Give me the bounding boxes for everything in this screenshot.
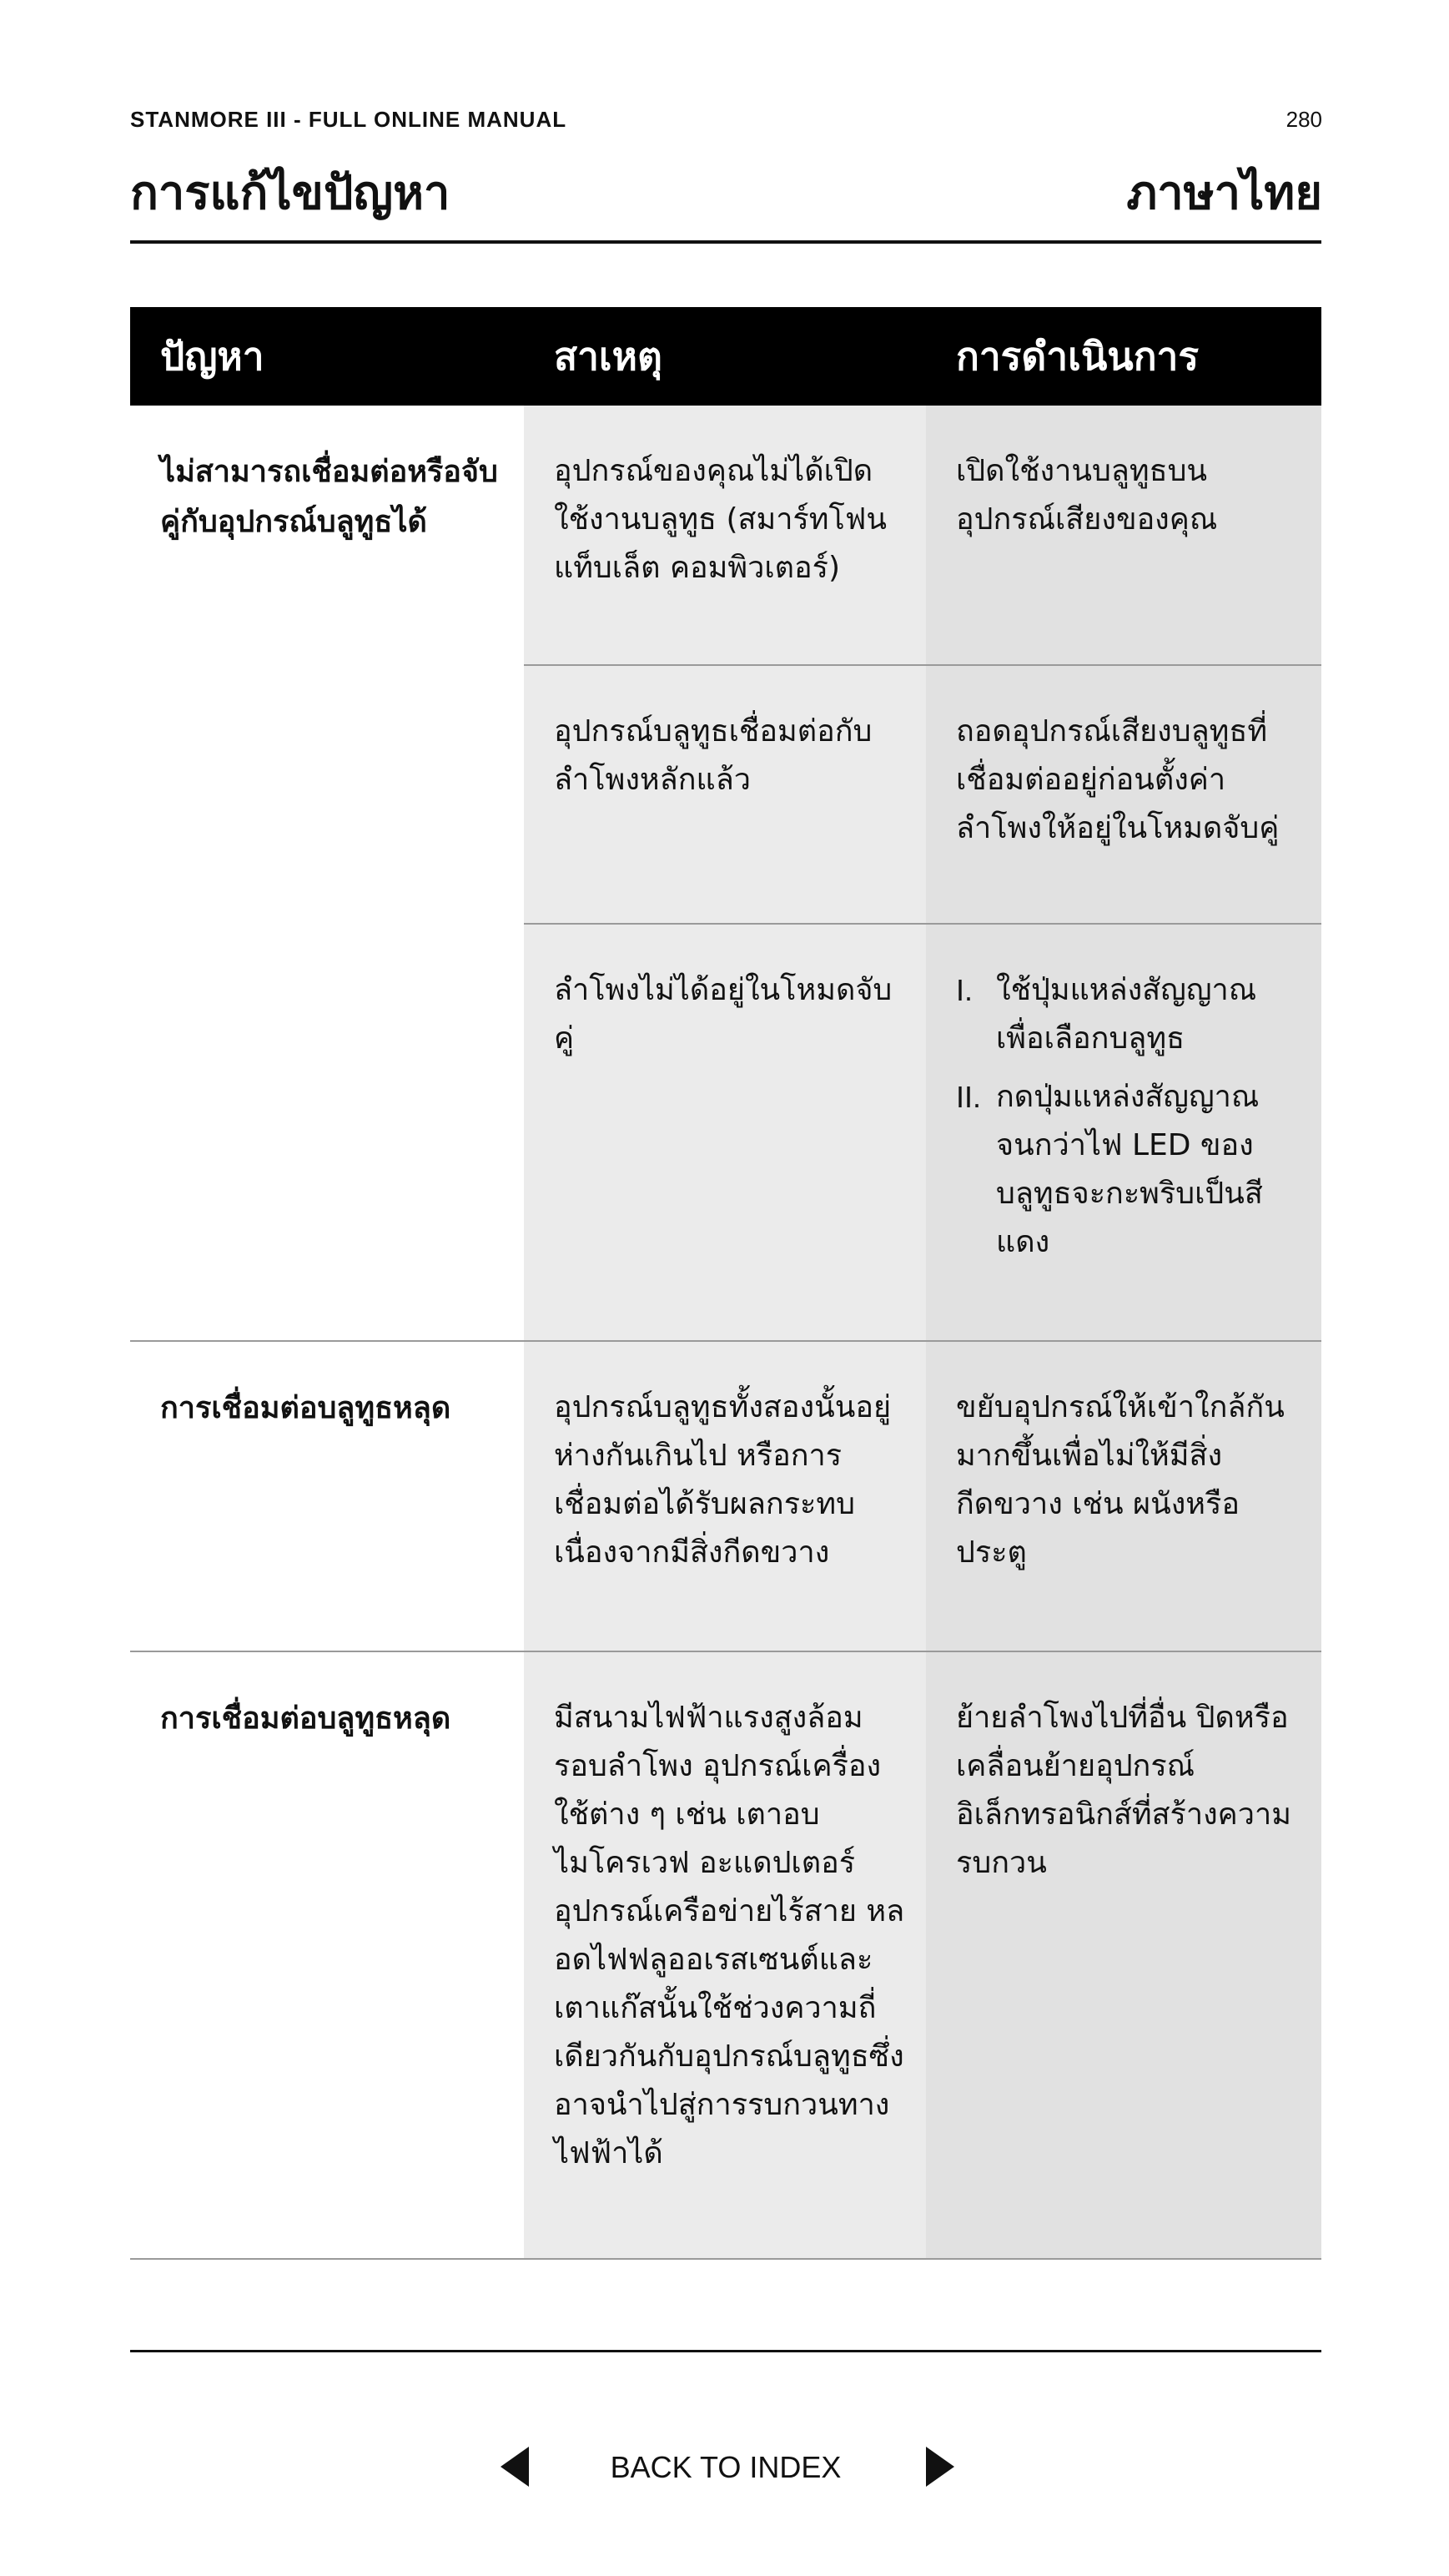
step-text: ใช้ปุ่มแหล่งสัญญาณเพื่อเลือกบลูทูธ (996, 973, 1257, 1056)
problem-cell: การเชื่อมต่อบลูทูธหลุด (130, 1342, 524, 1651)
next-page-arrow-icon[interactable] (926, 2447, 954, 2487)
previous-page-arrow-icon[interactable] (501, 2447, 529, 2487)
column-header-cause: สาเหตุ (554, 333, 662, 379)
action-cell (926, 925, 1321, 1340)
table-row (524, 923, 1321, 1340)
page-navigation (0, 2443, 1449, 2493)
table-row (524, 1342, 1321, 1651)
document-title: STANMORE III - FULL ONLINE MANUAL (130, 107, 567, 132)
column-header-action: การดำเนินการ (956, 333, 1200, 379)
problem-cell: การเชื่อมต่อบลูทูธหลุด (130, 1652, 524, 2258)
problem-group (130, 1342, 1321, 1652)
action-cell: ขยับอุปกรณ์ให้เข้าใกล้กันมากขึ้นเพื่อไม่ให้มีสิ่งกีดขวาง เช่น ผนังหรือประตู (926, 1342, 1321, 1651)
action-cell: ย้ายลำโพงไปที่อื่น ปิดหรือเคลื่อนย้ายอุปกรณ์อิเล็กทรอนิกส์ที่สร้างความรบกวน (926, 1652, 1321, 2258)
language-label: ภาษาไทย (1126, 166, 1322, 220)
back-to-index-link[interactable]: BACK TO INDEX (610, 2450, 842, 2484)
table-row (524, 406, 1321, 664)
problem-group (130, 1652, 1321, 2260)
footer-divider (130, 2350, 1321, 2352)
problem-group (130, 406, 1321, 1342)
cause-cell: อุปกรณ์บลูทูธทั้งสองนั้นอยู่ห่างกันเกินไป หรือการเชื่อมต่อได้รับผลกระทบเนื่องจากมีสิ่งกีดขวาง (524, 1342, 926, 1651)
step-text: กดปุ่มแหล่งสัญญาณจนกว่าไฟ LED ของบลูทูธจะกะพริบเป็นสีแดง (996, 1080, 1263, 1259)
cause-cell: อุปกรณ์ของคุณไม่ได้เปิดใช้งานบลูทูธ (สมาร์ทโฟน แท็บเล็ต คอมพิวเตอร์) (524, 406, 926, 664)
section-title: การแก้ไขปัญหา (130, 166, 450, 220)
step-number: I. (956, 973, 974, 1007)
column-header-problem: ปัญหา (160, 333, 264, 379)
list-item (956, 966, 1303, 1063)
table-row (524, 664, 1321, 923)
cause-cell: อุปกรณ์บลูทูธเชื่อมต่อกับลำโพงหลักแล้ว (524, 666, 926, 923)
action-cell: ถอดอุปกรณ์เสียงบลูทูธที่เชื่อมต่ออยู่ก่อนตั้งค่าลำโพงให้อยู่ในโหมดจับคู่ (926, 666, 1321, 923)
step-number: II. (956, 1080, 982, 1114)
troubleshooting-table (130, 307, 1321, 2260)
action-steps-list (956, 966, 1303, 1267)
page-number: 280 (1285, 107, 1322, 132)
cause-cell: มีสนามไฟฟ้าแรงสูงล้อมรอบลำโพง อุปกรณ์เครื่องใช้ต่าง ๆ เช่น เตาอบไมโครเวฟ อะแดปเตอร์อุปกรณ์เครือข่ายไร้สาย หลอดไฟฟลูออเรสเซนต์และเตาแก๊สนั้นใช้ช่วงความถี่เดียวกันกับอุปกรณ์บลูทูธซึ่งอาจนำไปสู่การรบกวนทางไฟฟ้าได้ (524, 1652, 926, 2258)
table-header (130, 307, 1321, 406)
problem-cell: ไม่สามารถเชื่อมต่อหรือจับคู่กับอุปกรณ์บลูทูธได้ (130, 406, 524, 1340)
header-divider (130, 240, 1321, 244)
action-cell: เปิดใช้งานบลูทูธบนอุปกรณ์เสียงของคุณ (926, 406, 1321, 664)
cause-cell: ลำโพงไม่ได้อยู่ในโหมดจับคู่ (524, 925, 926, 1340)
table-row (524, 1652, 1321, 2258)
list-item (956, 1073, 1303, 1267)
